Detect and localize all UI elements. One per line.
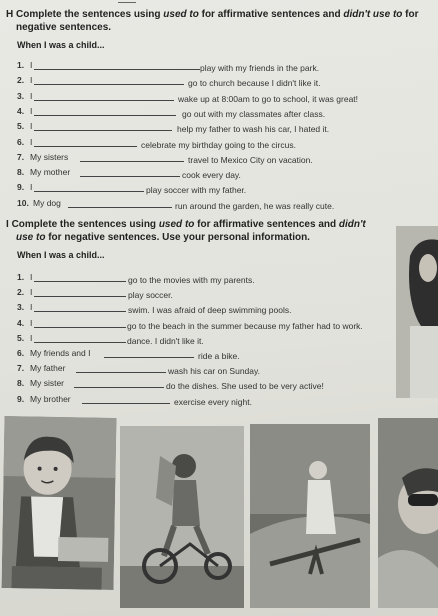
item-sentence-text: dance. I didn't like it. — [127, 335, 204, 346]
boy-seesaw-photo — [250, 424, 370, 608]
section-i-instruction-line2: use to for negative sentences. Use your personal information. — [16, 232, 310, 243]
item-number: 3. — [17, 90, 25, 101]
answer-blank[interactable] — [34, 311, 126, 312]
item-sentence-text: wash his car on Sunday. — [168, 366, 260, 377]
item-sentence-text: help my father to wash his car, I hated it. — [177, 124, 330, 135]
girl-hair-photo — [396, 226, 438, 398]
section-h-instruction: H Complete the sentences using used to for affirmative sentences and didn't use to for — [6, 9, 419, 20]
item-number: 2. — [17, 287, 25, 298]
item-number: 6. — [17, 348, 25, 358]
item-subject: I — [30, 182, 33, 193]
item-sentence-text: ride a bike. — [198, 351, 240, 361]
section-h-subheading: When I was a child... — [17, 40, 105, 50]
item-number: 5. — [17, 332, 25, 343]
item-subject: I — [30, 287, 33, 298]
item-subject: I — [30, 75, 33, 86]
item-subject: My sister — [30, 378, 64, 389]
girl-swimming-photo — [378, 418, 438, 608]
item-subject: My father — [30, 363, 66, 374]
item-subject: I — [30, 105, 33, 116]
answer-blank[interactable] — [34, 115, 176, 116]
answer-blank[interactable] — [34, 281, 126, 282]
item-number: 7. — [17, 363, 25, 374]
section-h-instruction-line2: negative sentences. — [16, 22, 112, 33]
item-number: 1. — [17, 272, 25, 282]
item-sentence-text: travel to Mexico City on vacation. — [188, 154, 313, 165]
item-number: 3. — [17, 302, 25, 313]
answer-blank[interactable] — [34, 69, 200, 70]
item-subject: I — [30, 272, 33, 282]
answer-blank[interactable] — [34, 84, 184, 85]
item-subject: My dog — [33, 197, 61, 208]
item-sentence-text: go to the beach in the summer because my father had to work. — [127, 320, 363, 331]
item-sentence-text: play soccer with my father. — [146, 185, 247, 196]
section-i-subheading: When I was a child... — [17, 250, 105, 260]
answer-blank[interactable] — [34, 100, 174, 101]
item-number: 2. — [17, 75, 25, 86]
item-subject: My sisters — [30, 151, 69, 162]
item-number: 8. — [17, 378, 25, 389]
item-sentence-text: swim. I was afraid of deep swimming pools. — [128, 305, 292, 316]
answer-blank[interactable] — [34, 296, 126, 297]
answer-blank[interactable] — [34, 146, 137, 147]
item-number: 10. — [17, 197, 29, 208]
answer-blank[interactable] — [82, 403, 170, 404]
boy-bike-photo — [120, 426, 244, 608]
item-number: 4. — [17, 105, 25, 116]
item-subject: I — [30, 136, 33, 147]
item-subject: I — [30, 302, 33, 313]
item-number: 5. — [17, 121, 25, 132]
item-number: 1. — [17, 60, 25, 70]
child-photo — [2, 416, 117, 590]
item-sentence-text: go to church because I didn't like it. — [188, 78, 321, 89]
item-number: 9. — [17, 393, 25, 404]
item-sentence-text: celebrate my birthday going to the circus. — [141, 139, 296, 150]
item-subject: My mother — [30, 167, 71, 178]
item-sentence-text: run around the garden, he was really cute. — [175, 200, 335, 211]
answer-blank[interactable] — [74, 387, 164, 388]
item-number: 8. — [17, 167, 25, 178]
item-subject: My brother — [30, 393, 71, 404]
item-subject: I — [30, 60, 33, 70]
item-subject: I — [30, 317, 33, 328]
answer-blank[interactable] — [34, 191, 144, 192]
item-sentence-text: play soccer. — [128, 290, 173, 301]
item-subject: I — [30, 90, 33, 101]
section-h-letter: H — [6, 9, 14, 20]
item-subject: I — [30, 121, 33, 132]
answer-blank[interactable] — [68, 207, 172, 208]
answer-blank[interactable] — [34, 342, 126, 343]
item-sentence-text: exercise every night. — [174, 396, 252, 407]
answer-blank[interactable] — [104, 357, 194, 358]
section-i-letter: I — [6, 219, 9, 230]
item-subject: I — [30, 332, 33, 343]
section-i-instruction: I Complete the sentences using used to for affirmative sentences and didn't — [6, 219, 366, 230]
item-sentence-text: wake up at 8:00am to go to school, it was great! — [178, 93, 359, 104]
item-sentence-text: do the dishes. She used to be very active! — [166, 381, 324, 392]
item-sentence-text: play with my friends in the park. — [200, 63, 320, 73]
answer-blank[interactable] — [76, 372, 166, 373]
answer-blank[interactable] — [80, 161, 184, 162]
item-number: 4. — [17, 317, 25, 328]
item-sentence-text: cook every day. — [182, 170, 241, 181]
item-sentence-text: go to the movies with my parents. — [128, 275, 255, 285]
item-sentence-text: go out with my classmates after class. — [182, 108, 326, 119]
answer-blank[interactable] — [80, 176, 180, 177]
item-subject: My friends and I — [30, 348, 91, 358]
answer-blank[interactable] — [34, 327, 126, 328]
answer-blank[interactable] — [34, 130, 172, 131]
top-rule — [118, 2, 136, 3]
item-number: 9. — [17, 182, 25, 193]
item-number: 7. — [17, 151, 25, 162]
item-number: 6. — [17, 136, 25, 147]
